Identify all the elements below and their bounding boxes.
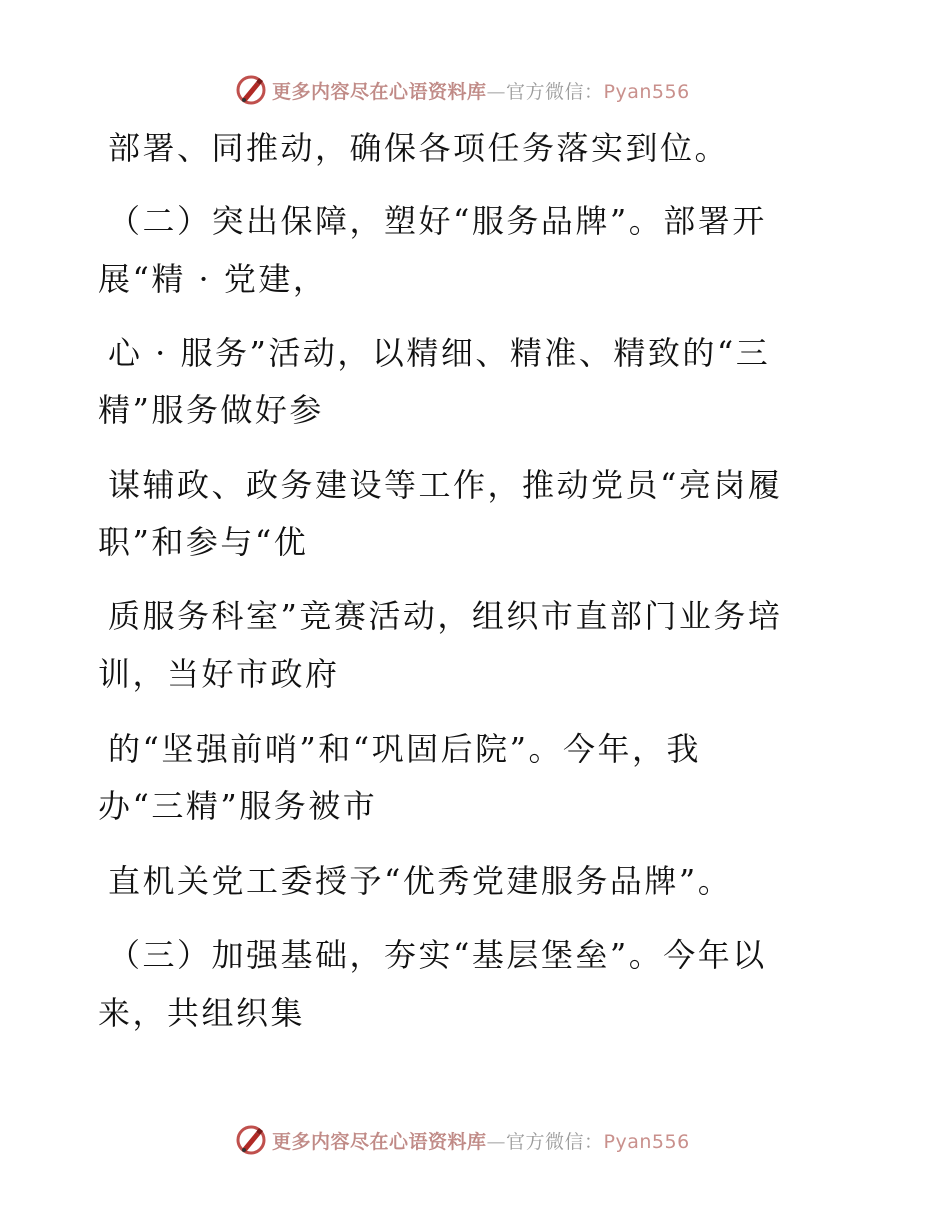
paragraph-line: 部署、同推动，确保各项任务落实到位。 (108, 129, 730, 167)
paragraph-line: 职”和参与“优 (98, 523, 309, 561)
pen-logo-icon (234, 1123, 268, 1157)
footer-watermark (234, 1122, 690, 1158)
watermark-label: 官方微信： (506, 1130, 604, 1153)
watermark-dash: — (486, 1130, 507, 1153)
paragraph-line: （二）突出保障，塑好“服务品牌”。部署开 (108, 202, 767, 240)
paragraph-line: 训，当好市政府 (98, 655, 340, 693)
paragraph-line: 办“三精”服务被市 (98, 787, 378, 825)
paragraph-line: 直机关党工委授予“优秀党建服务品牌”。 (108, 862, 733, 900)
watermark-brand: 更多内容尽在心语资料库 (272, 1130, 487, 1153)
paragraph-line: 展“精 · 党建， (98, 260, 328, 298)
watermark-account: Pyan556 (603, 1130, 690, 1153)
paragraph-line: （三）加强基础，夯实“基层堡垒”。今年以 (108, 936, 767, 974)
paragraph-line: 心 · 服务”活动，以精细、精准、精致的“三 (108, 334, 771, 372)
paragraph-line: 精”服务做好参 (98, 391, 324, 429)
watermark-dash: — (486, 80, 507, 103)
paragraph-line: 的“坚强前哨”和“巩固后院”。今年，我 (108, 730, 701, 768)
paragraph-line: 来，共组织集 (98, 994, 306, 1032)
watermark-label: 官方微信： (506, 80, 604, 103)
paragraph-line: 质服务科室”竞赛活动，组织市直部门业务培 (108, 597, 783, 635)
paragraph-line: 谋辅政、政务建设等工作，推动党员“亮岗履 (108, 466, 783, 504)
watermark-brand: 更多内容尽在心语资料库 (272, 80, 487, 103)
watermark-text (272, 1127, 690, 1154)
watermark-account: Pyan556 (603, 80, 690, 103)
